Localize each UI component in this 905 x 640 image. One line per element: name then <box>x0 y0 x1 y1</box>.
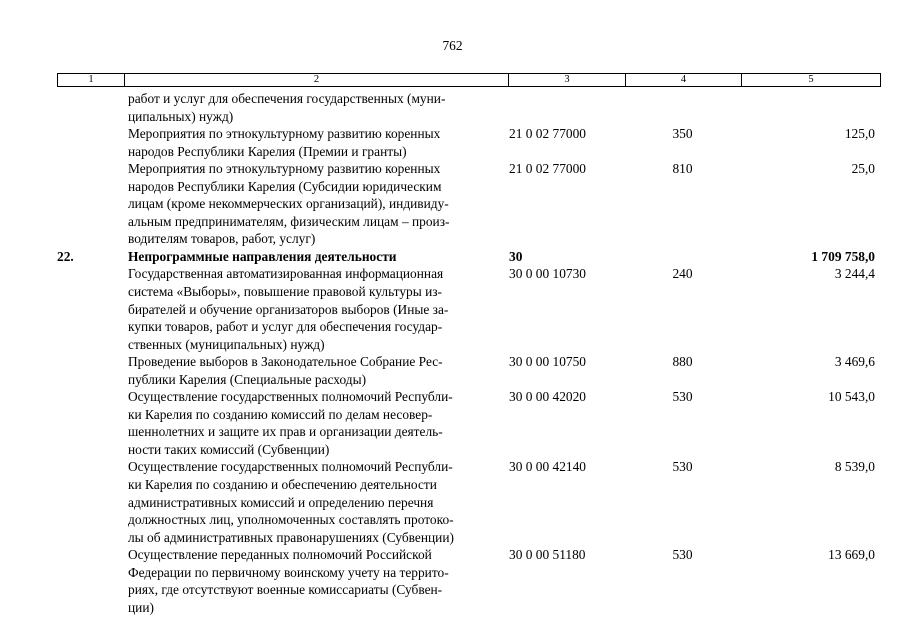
table-header-row <box>57 73 881 87</box>
row-expense-type: 810 <box>672 161 693 177</box>
row-expense-type: 530 <box>672 459 693 475</box>
row-expense-type: 350 <box>672 126 693 142</box>
column-header-2: 2 <box>124 74 508 86</box>
table-row <box>0 160 905 248</box>
row-code: 30 0 00 10730 <box>509 266 586 282</box>
row-name: Государственная автоматизированная информационная система «Выборы», повышение правовой культуры из- бирателей и обучение организаторов выборов (Иные за- купки товаров, работ и услуг для обеспечения государ- ственных (муниципальных) нужд) <box>128 266 449 352</box>
column-header-1: 1 <box>88 74 94 85</box>
row-amount: 10 543,0 <box>828 389 875 405</box>
row-name: Непрограммные направления деятельности <box>128 248 397 264</box>
row-expense-type: 240 <box>672 266 693 282</box>
row-name: Проведение выборов в Законодательное Собрание Рес- публики Карелия (Специальные расходы) <box>128 354 443 387</box>
row-name: Мероприятия по этнокультурному развитию коренных народов Республики Карелия (Премии и гранты) <box>128 126 441 159</box>
row-code: 30 0 00 42140 <box>509 459 586 475</box>
column-header-3: 3 <box>508 74 625 86</box>
row-code: 30 0 00 42020 <box>509 389 586 405</box>
budget-table-body <box>0 90 905 616</box>
column-header-4: 4 <box>625 74 741 86</box>
table-row <box>0 248 905 266</box>
row-name: Осуществление государственных полномочий Республи- ки Карелия по созданию и обеспечению деятельности административных комиссий и определению перечня должностных лиц, уполномоченных составлять протоко- лы об административных правонарушениях (Субвенции) <box>128 459 454 545</box>
table-row <box>0 458 905 546</box>
row-code: 21 0 02 77000 <box>509 126 586 142</box>
table-row <box>0 353 905 388</box>
row-number: 22. <box>57 248 74 264</box>
row-name: работ и услуг для обеспечения государственных (муни- ципальных) нужд) <box>128 91 446 124</box>
table-row <box>0 546 905 616</box>
row-name: Осуществление переданных полномочий Российской Федерации по первичному воинскому учету на террито- риях, где отсутствуют военные комиссариаты (Субвен- ции) <box>128 547 449 615</box>
row-amount: 3 469,6 <box>834 354 875 370</box>
row-amount: 13 669,0 <box>828 547 875 563</box>
row-expense-type: 530 <box>672 547 693 563</box>
row-amount: 8 539,0 <box>834 459 875 475</box>
row-amount: 125,0 <box>844 126 875 142</box>
row-code: 30 <box>509 248 523 264</box>
row-name: Мероприятия по этнокультурному развитию коренных народов Республики Карелия (Субсидии юридическим лицам (кроме некоммерческих организаций), индивиду- альным предпринимателям, физическим лицам – произ- водителям товаров, работ, услуг) <box>128 161 450 247</box>
page-number: 762 <box>442 38 463 53</box>
row-code: 21 0 02 77000 <box>509 161 586 177</box>
row-expense-type: 880 <box>672 354 693 370</box>
table-row <box>0 90 905 125</box>
table-row <box>0 265 905 353</box>
row-code: 30 0 00 51180 <box>509 547 586 563</box>
column-header-5: 5 <box>741 74 880 86</box>
row-amount: 1 709 758,0 <box>811 248 875 264</box>
row-amount: 25,0 <box>851 161 875 177</box>
table-row <box>0 388 905 458</box>
row-name: Осуществление государственных полномочий Республи- ки Карелия по созданию комиссий по делам несовер- шеннолетних и защите их прав и организации деятель- ности таких комиссий (Субвенции) <box>128 389 453 457</box>
row-code: 30 0 00 10750 <box>509 354 586 370</box>
row-expense-type: 530 <box>672 389 693 405</box>
row-amount: 3 244,4 <box>834 266 875 282</box>
table-row <box>0 125 905 160</box>
